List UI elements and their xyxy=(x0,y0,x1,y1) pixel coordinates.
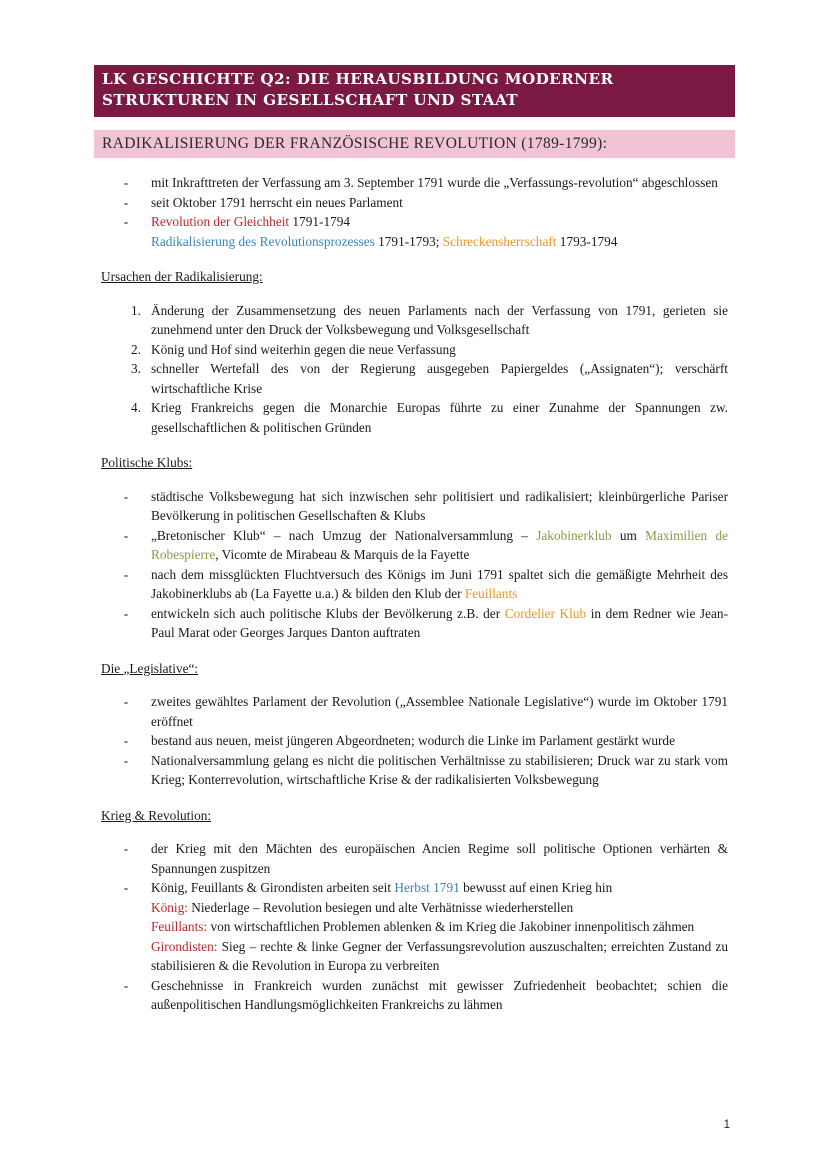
legislative-list xyxy=(101,692,728,790)
ursachen-list xyxy=(101,301,728,438)
list-item xyxy=(101,173,728,193)
list-item xyxy=(101,359,728,398)
cordelier-klub-term: Cordelier Klub xyxy=(504,605,587,621)
feuillants-term: Feuillants xyxy=(464,586,518,601)
document-title xyxy=(94,65,735,117)
bullet-marker: - xyxy=(123,841,129,856)
revolution-der-gleichheit-term: Revolution der Gleichheit xyxy=(151,214,290,229)
heading-ursachen: Ursachen der Radikalisierung: xyxy=(101,269,263,284)
list-item-text: schneller Wertefall des von der Regierung ausgegeben Papiergeldes („Assignaten“); verschärft wirtschaftliche Krise xyxy=(151,361,728,396)
list-item-text xyxy=(151,604,728,643)
list-item xyxy=(101,212,728,251)
bullet-marker: - xyxy=(123,566,129,582)
bullet-marker: - xyxy=(123,194,129,210)
bullet-marker: - xyxy=(123,214,129,229)
list-item xyxy=(101,487,728,526)
document-title-line2: STRUKTUREN IN GESELLSCHAFT UND STAAT xyxy=(102,91,518,109)
text-segment: Sieg – rechte & linke Gegner der Verfassungsrevolution auszuschalten; erreichten Zustand zu stabilisieren & die Revolution in Europa zu verbreiten xyxy=(151,938,728,973)
text-segment: „Bretonischer Klub“ – nach Umzug der Nationalversammlung – xyxy=(151,527,537,543)
list-item xyxy=(101,692,728,731)
list-item xyxy=(101,340,728,360)
bullet-marker: - xyxy=(123,488,129,504)
girondisten-label: Girondisten: xyxy=(151,938,218,954)
list-item xyxy=(101,976,728,1015)
feuillants-line xyxy=(151,917,728,937)
list-item xyxy=(101,301,728,340)
list-item-text xyxy=(151,878,728,976)
section-title xyxy=(94,130,735,158)
koenig-line xyxy=(151,898,728,918)
list-item-text: Änderung der Zusammensetzung des neuen Parlaments nach der Verfassung von 1791, gerieten sie zunehmend unter den Druck der Volksbewegung und Volksgesellschaft xyxy=(151,302,728,337)
feuillants-label: Feuillants: xyxy=(151,919,208,934)
text-segment: Niederlage – Revolution besiegen und alte Verhätnisse wiederherstellen xyxy=(187,899,574,915)
robespierre-term: Maximilien de Robespierre xyxy=(151,527,728,562)
koenig-label: König: xyxy=(151,899,188,915)
bullet-marker: - xyxy=(123,175,129,190)
bullet-marker: - xyxy=(123,527,129,543)
list-item-text: seit Oktober 1791 herrscht ein neues Parlament xyxy=(151,194,403,210)
text-segment: entwickeln sich auch politische Klubs der Bevölkerung z.B. der xyxy=(151,605,505,621)
section-title-text: RADIKALISIERUNG DER FRANZÖSISCHE REVOLUTION xyxy=(102,135,518,152)
list-item-text: Nationalversammlung gelang es nicht die politischen Verhältnisse zu stabilisieren; Druck war zu stark vom Krieg; Konterrevolution, wirtschaftliche Krise & der radikalisierten Volksbewegung xyxy=(151,752,728,787)
list-item-text xyxy=(151,565,728,604)
timeline-line-1 xyxy=(151,212,728,232)
list-item-text xyxy=(151,526,728,565)
bullet-marker: - xyxy=(123,605,129,621)
list-item xyxy=(101,839,728,878)
timeline-text: 1791-1794 xyxy=(289,214,351,229)
bullet-marker: - xyxy=(123,880,129,895)
radikalisierung-term: Radikalisierung des Revolutionsprozesses xyxy=(151,233,375,249)
timeline-text: 1793-1794 xyxy=(556,233,618,249)
list-item xyxy=(101,565,728,604)
list-item xyxy=(101,731,728,751)
bullet-marker: - xyxy=(123,694,129,709)
girondisten-line xyxy=(151,937,728,976)
section-title-years: (1789-1799): xyxy=(521,135,608,152)
list-item xyxy=(101,398,728,437)
text-segment: bewusst auf einen Krieg hin xyxy=(459,880,613,895)
bullet-marker: - xyxy=(123,977,129,993)
document-title-line1: LK GESCHICHTE Q2: DIE HERAUSBILDUNG MODERNER xyxy=(102,70,614,88)
heading-politische-klubs: Politische Klubs: xyxy=(101,455,193,470)
text-segment: , Vicomte de Mirabeau & Marquis de la Fayette xyxy=(215,547,470,562)
list-item-text: Geschehnisse in Frankreich wurden zunächst mit gewisser Zufriedenheit beobachtet; schien die außenpolitischen Handlungsmöglichkeiten Frankreichs zu lähmen xyxy=(151,977,728,1012)
text-segment: von wirtschaftlichen Problemen ablenken & im Krieg die Jakobiner innenpolitisch zähmen xyxy=(207,919,695,934)
bullet-marker: - xyxy=(123,733,129,748)
list-item-text: Krieg Frankreichs gegen die Monarchie Europas führte zu einer Zunahme der Spannungen zw. gesellschaftlichen & politischen Gründen xyxy=(151,400,728,435)
list-item-text: König und Hof sind weiterhin gegen die neue Verfassung xyxy=(151,341,456,357)
list-item xyxy=(101,751,728,790)
document-body xyxy=(101,173,728,1015)
page-number: 1 xyxy=(723,1119,730,1131)
jakobinerklub-term: Jakobinerklub xyxy=(536,527,612,543)
list-number: 3. xyxy=(131,361,141,376)
list-item-text: bestand aus neuen, meist jüngeren Abgeordneten; wodurch die Linke im Parlament gestärkt wurde xyxy=(151,733,675,748)
list-item-text: städtische Volksbewegung hat sich inzwischen sehr politisiert und radikalisiert; kleinbürgerliche Pariser Bevölkerung in politischen Gesellschaften & Klubs xyxy=(151,488,728,523)
list-item xyxy=(101,878,728,976)
text-segment: in dem Redner wie Jean-Paul Marat oder Georges Jarques Danton auftraten xyxy=(151,605,728,640)
heading-krieg-revolution: Krieg & Revolution: xyxy=(101,807,212,823)
krieg-intro-line xyxy=(151,878,728,898)
list-item-text: mit Inkrafttreten der Verfassung am 3. September 1791 wurde die „Verfassungs-revolution“ abgeschlossen xyxy=(151,175,718,190)
list-item-text: zweites gewähltes Parlament der Revolution („Assemblee Nationale Legislative“) wurde im Oktober 1791 eröffnet xyxy=(151,694,728,729)
krieg-list xyxy=(101,839,728,1015)
schreckensherrschaft-term: Schreckensherrschaft xyxy=(442,233,557,249)
text-segment: nach dem missglückten Fluchtversuch des Königs im Juni 1791 spaltet sich die gemäßigte Mehrheit des Jakobinerklubs ab (La Fayette u.a.) & bilden den Klub der xyxy=(151,566,728,601)
text-segment: um xyxy=(611,527,646,543)
list-number: 2. xyxy=(131,341,141,357)
list-number: 1. xyxy=(131,302,141,318)
herbst-1791-term: Herbst 1791 xyxy=(394,880,460,895)
list-item-text xyxy=(151,212,728,251)
list-number: 4. xyxy=(131,400,141,415)
heading-legislative: Die „Legislative“: xyxy=(101,660,199,676)
bullet-marker: - xyxy=(123,752,129,768)
timeline-line-2 xyxy=(151,232,728,252)
list-item xyxy=(101,193,728,213)
klubs-list xyxy=(101,487,728,643)
list-item xyxy=(101,604,728,643)
timeline-text: 1791-1793; xyxy=(374,233,443,249)
text-segment: König, Feuillants & Girondisten arbeiten seit xyxy=(151,880,395,895)
list-item xyxy=(101,526,728,565)
list-item-text: der Krieg mit den Mächten des europäischen Ancien Regime soll politische Optionen verhärten & Spannungen zuspitzen xyxy=(151,841,728,876)
intro-list xyxy=(101,173,728,251)
